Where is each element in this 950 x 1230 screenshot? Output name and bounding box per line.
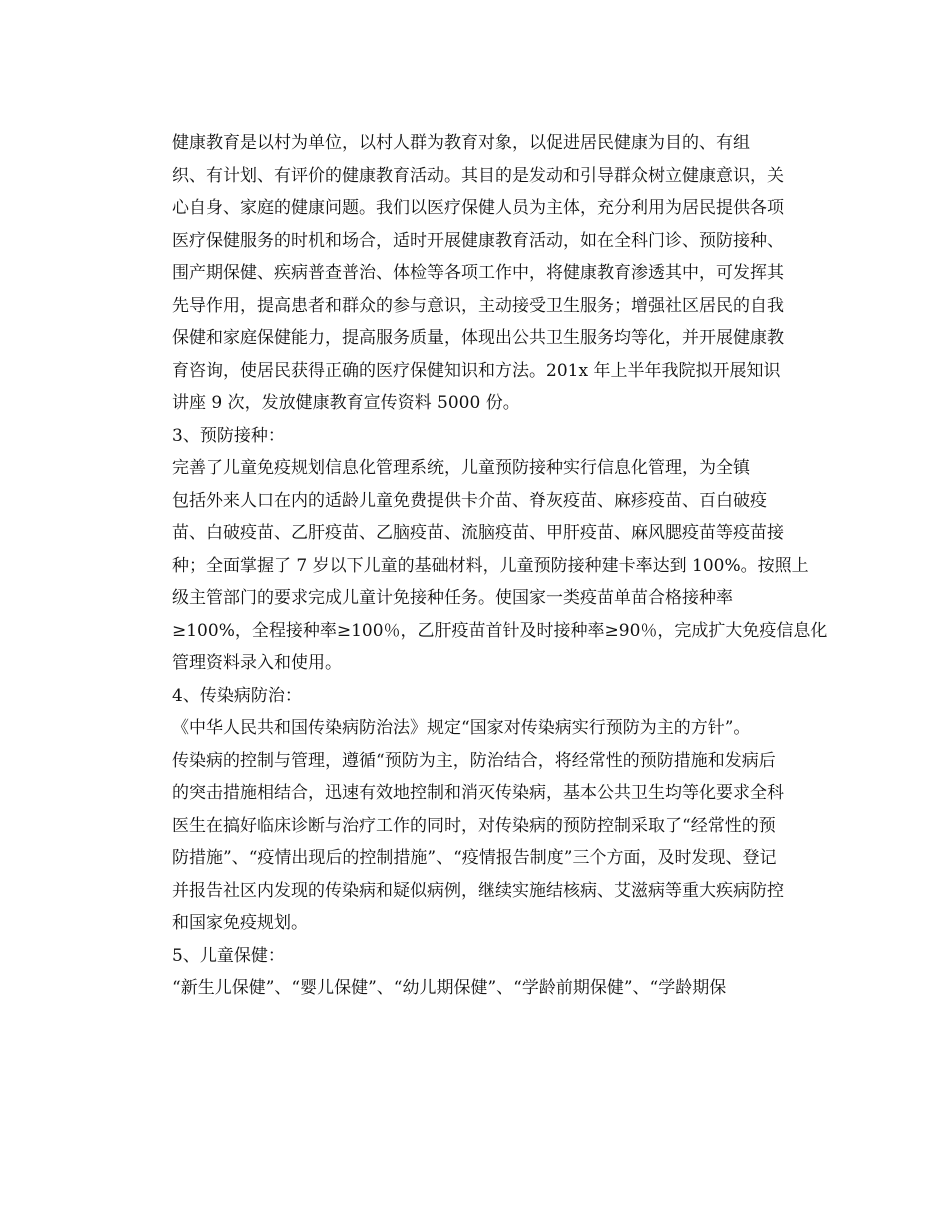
text-line: 并报告社区内发现的传染病和疑似病例，继续实施结核病、艾滋病等重大疾病防控	[172, 880, 784, 901]
section-heading-vaccination: 3、预防接种：	[172, 425, 285, 446]
document-body	[138, 127, 828, 1005]
text-line: 健康教育是以村为单位，以村人群为教育对象，以促进居民健康为目的、有组	[172, 133, 750, 153]
text-line: 心自身、家庭的健康问题。我们以医疗保健人员为主体，充分利用为居民提供各项	[172, 198, 784, 218]
text-line: 防措施”、“疫情出现后的控制措施”、“疫情报告制度”三个方面，及时发现、登记	[172, 848, 777, 868]
text-line: 讲座 9 次，发放健康教育宣传资料 5000 份。	[172, 393, 520, 413]
section-heading-infectious-disease: 4、传染病防治：	[172, 685, 302, 706]
section-heading-child-health: 5、儿童保健：	[172, 945, 285, 966]
paragraph-infectious-disease	[138, 712, 818, 940]
text-line: 级主管部门的要求完成儿童计免接种任务。使国家一类疫苗单苗合格接种率	[172, 588, 733, 608]
text-line: “新生儿保健”、“婴儿保健”、“幼儿期保健”、“学龄前期保健”、“学龄期保	[172, 978, 727, 998]
text-line: 和国家免疫规划。	[172, 913, 308, 933]
text-line: 完善了儿童免疫规划信息化管理系统，儿童预防接种实行信息化管理，为全镇	[172, 458, 750, 478]
text-line: 织、有计划、有评价的健康教育活动。其目的是发动和引导群众树立健康意识，关	[172, 165, 784, 186]
text-line: ≥100%，全程接种率≥100％，乙肝疫苗首针及时接种率≥90％，完成扩大免疫信息化	[172, 620, 828, 641]
text-line: 先导作用，提高患者和群众的参与意识，主动接受卫生服务；增强社区居民的自我	[172, 295, 784, 316]
text-line: 苗、白破疫苗、乙肝疫苗、乙脑疫苗、流脑疫苗、甲肝疫苗、麻风腮疫苗等疫苗接	[172, 523, 784, 543]
text-line: 医疗保健服务的时机和场合，适时开展健康教育活动，如在全科门诊、预防接种、	[172, 230, 784, 251]
text-line: 保健和家庭保健能力，提高服务质量，体现出公共卫生服务均等化，并开展健康教	[172, 328, 784, 348]
text-line: 包括外来人口在内的适龄儿童免费提供卡介苗、脊灰疫苗、麻疹疫苗、百白破疫	[172, 490, 767, 511]
paragraph-health-education	[138, 127, 818, 420]
text-line: 传染病的控制与管理，遵循“预防为主，防治结合，将经常性的预防措施和发病后	[172, 750, 776, 771]
text-line: 医生在搞好临床诊断与治疗工作的同时，对传染病的预防控制采取了“经常性的预	[172, 815, 776, 836]
text-line: 种；全面掌握了 7 岁以下儿童的基础材料，儿童预防接种建卡率达到 100%。按照上	[172, 555, 809, 576]
paragraph-child-health	[138, 972, 818, 1005]
text-line: 《中华人民共和国传染病防治法》规定“国家对传染病实行预防为主的方针”。	[172, 718, 751, 738]
text-line: 育咨询，使居民获得正确的医疗保健知识和方法。201x 年上半年我院拟开展知识	[172, 360, 781, 381]
text-line: 的突击措施相结合，迅速有效地控制和消灭传染病，基本公共卫生均等化要求全科	[172, 783, 784, 803]
text-line: 管理资料录入和使用。	[172, 653, 342, 673]
paragraph-vaccination	[138, 452, 828, 680]
text-line: 围产期保健、疾病普查普治、体检等各项工作中，将健康教育渗透其中，可发挥其	[172, 263, 784, 283]
